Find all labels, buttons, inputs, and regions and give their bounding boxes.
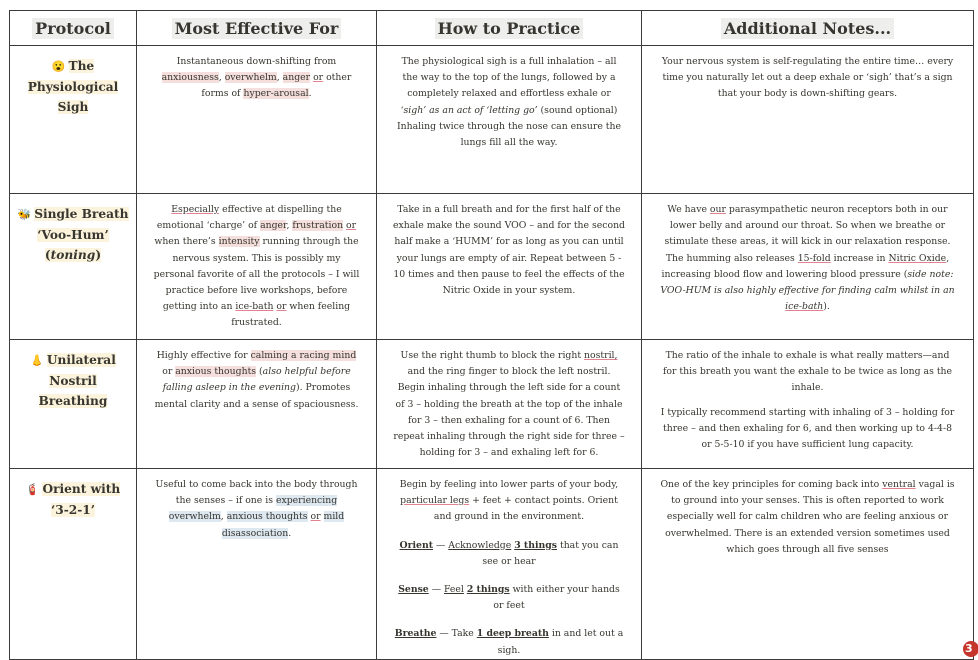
notes-cell: The ratio of the inhale to exhale is what really matters—and for this breath you want the exhale to be twice as long as the inhale. I typically recommend starting with inhaling of 3 – holding for three – and then exhaling for 6, and then working up to 4-4-8 or 5-5-10 if you have sufficient lung capacity. bbox=[642, 340, 974, 469]
table-row bbox=[10, 194, 974, 340]
step-orient: Orient — Acknowledge 3 things that you can see or hear bbox=[399, 539, 619, 567]
practice-cell: The physiological sigh is a full inhalation – all the way to the top of the lungs, followed by a completely relaxed and effortless exhale or ‘sigh’ as an act of ‘letting go’ (sound optional) Inhaling twice through the nose can ensure the lungs fill all the way. bbox=[377, 46, 642, 194]
header-most-effective-for: Most Effective For bbox=[137, 11, 377, 46]
protocol-name-cell bbox=[10, 469, 137, 660]
notes-cell: Your nervous system is self-regulating the entire time… every time you naturally let out a deep exhale or ‘sigh’ that’s a sign that your body is down-shifting gears. bbox=[642, 46, 974, 194]
protocol-name-cell bbox=[10, 46, 137, 194]
table-row bbox=[10, 469, 974, 660]
header-row bbox=[10, 11, 974, 46]
protocol-name: Sigh bbox=[57, 100, 89, 114]
effective-cell: Useful to come back into the body through the senses – if one is experiencing overwhelm, anxious thoughts or mild disassociation. bbox=[137, 469, 377, 660]
gasping-face-icon: 😮 bbox=[51, 60, 66, 73]
protocol-name-cell bbox=[10, 194, 137, 340]
practice-cell: Use the right thumb to block the right nostril, and the ring finger to block the left nostril. Begin inhaling through the left side for a count of 3 – holding the breath at the top of the inhale for 3 – then exhaling for a count of 6. Then repeat inhaling through the right side for three – holding for 3 – and exhaling left for 6. bbox=[377, 340, 642, 469]
header-protocol: Protocol bbox=[10, 11, 137, 46]
protocol-name: ‘Voo-Hum’ (toning) bbox=[37, 228, 109, 262]
step-breathe: Breathe — Take 1 deep breath in and let out a sigh. bbox=[394, 628, 624, 656]
protocol-name: ‘3-2-1’ bbox=[50, 503, 96, 517]
table-row bbox=[10, 340, 974, 469]
practice-cell: Begin by feeling into lower parts of your body, particular legs + feet + contact points. Orient and ground in the environment. Orient — Acknowledge 3 things that you can see or hear Sense — Feel 2 things with either your hands or feet Breathe — Take 1 deep breath in and let out a sigh. bbox=[377, 469, 642, 660]
notes-cell: We have our parasympathetic neuron receptors both in our lower belly and around our throat. So when we breathe or stimulate these areas, it will kick in our relaxation response. The humming also releases 15-fold increase in Nitric Oxide, increasing blood flow and lowering blood pressure (side note: VOO-HUM is also highly effective for finding calm whilst in an ice-bath). bbox=[642, 194, 974, 340]
breathwork-protocol-table bbox=[9, 10, 974, 660]
protocol-name: Orient with bbox=[42, 482, 121, 496]
fire-extinguisher-icon: 🧯 bbox=[25, 483, 40, 496]
protocol-name: The Physiological bbox=[27, 59, 119, 94]
header-how-to-practice: How to Practice bbox=[377, 11, 642, 46]
protocol-name: Single Breath bbox=[34, 207, 129, 221]
effective-cell: Especially effective at dispelling the emotional ‘charge’ of anger, frustration or when there’s intensity running through the nervous system. This is possibly my personal favorite of all the protocols – I will practice before live workshops, before getting into an ice-bath or when feeling frustrated. bbox=[137, 194, 377, 340]
notes-cell: One of the key principles for coming back into ventral vagal is to ground into your senses. This is often reported to work especially well for calm children who are feeling anxious or overwhelmed. There is an extended version sometimes used which goes through all five senses 3 bbox=[642, 469, 974, 660]
page-number-badge[interactable]: 3 bbox=[963, 641, 978, 657]
protocol-name-cell bbox=[10, 340, 137, 469]
step-sense: Sense — Feel 2 things with either your hands or feet bbox=[398, 584, 620, 612]
bee-icon: 🐝 bbox=[17, 208, 32, 221]
protocol-name: Breathing bbox=[38, 394, 108, 408]
header-additional-notes: Additional Notes... bbox=[642, 11, 974, 46]
practice-cell: Take in a full breath and for the first half of the exhale make the sound VOO – and for the second half make a ‘HUMM’ for as long as you can until your lungs are empty of air. Repeat between 5 - 10 times and then pause to feel the effects of the Nitric Oxide in your system. bbox=[377, 194, 642, 340]
effective-cell: Highly effective for calming a racing mind or anxious thoughts (also helpful before falling asleep in the evening). Promotes mental clarity and a sense of spaciousness. bbox=[137, 340, 377, 469]
protocol-name: Unilateral Nostril bbox=[46, 353, 116, 388]
table-row bbox=[10, 46, 974, 194]
nose-icon: 👃 bbox=[30, 354, 44, 367]
effective-cell: Instantaneous down-shifting from anxiousness, overwhelm, anger or other forms of hyper-arousal. bbox=[137, 46, 377, 194]
